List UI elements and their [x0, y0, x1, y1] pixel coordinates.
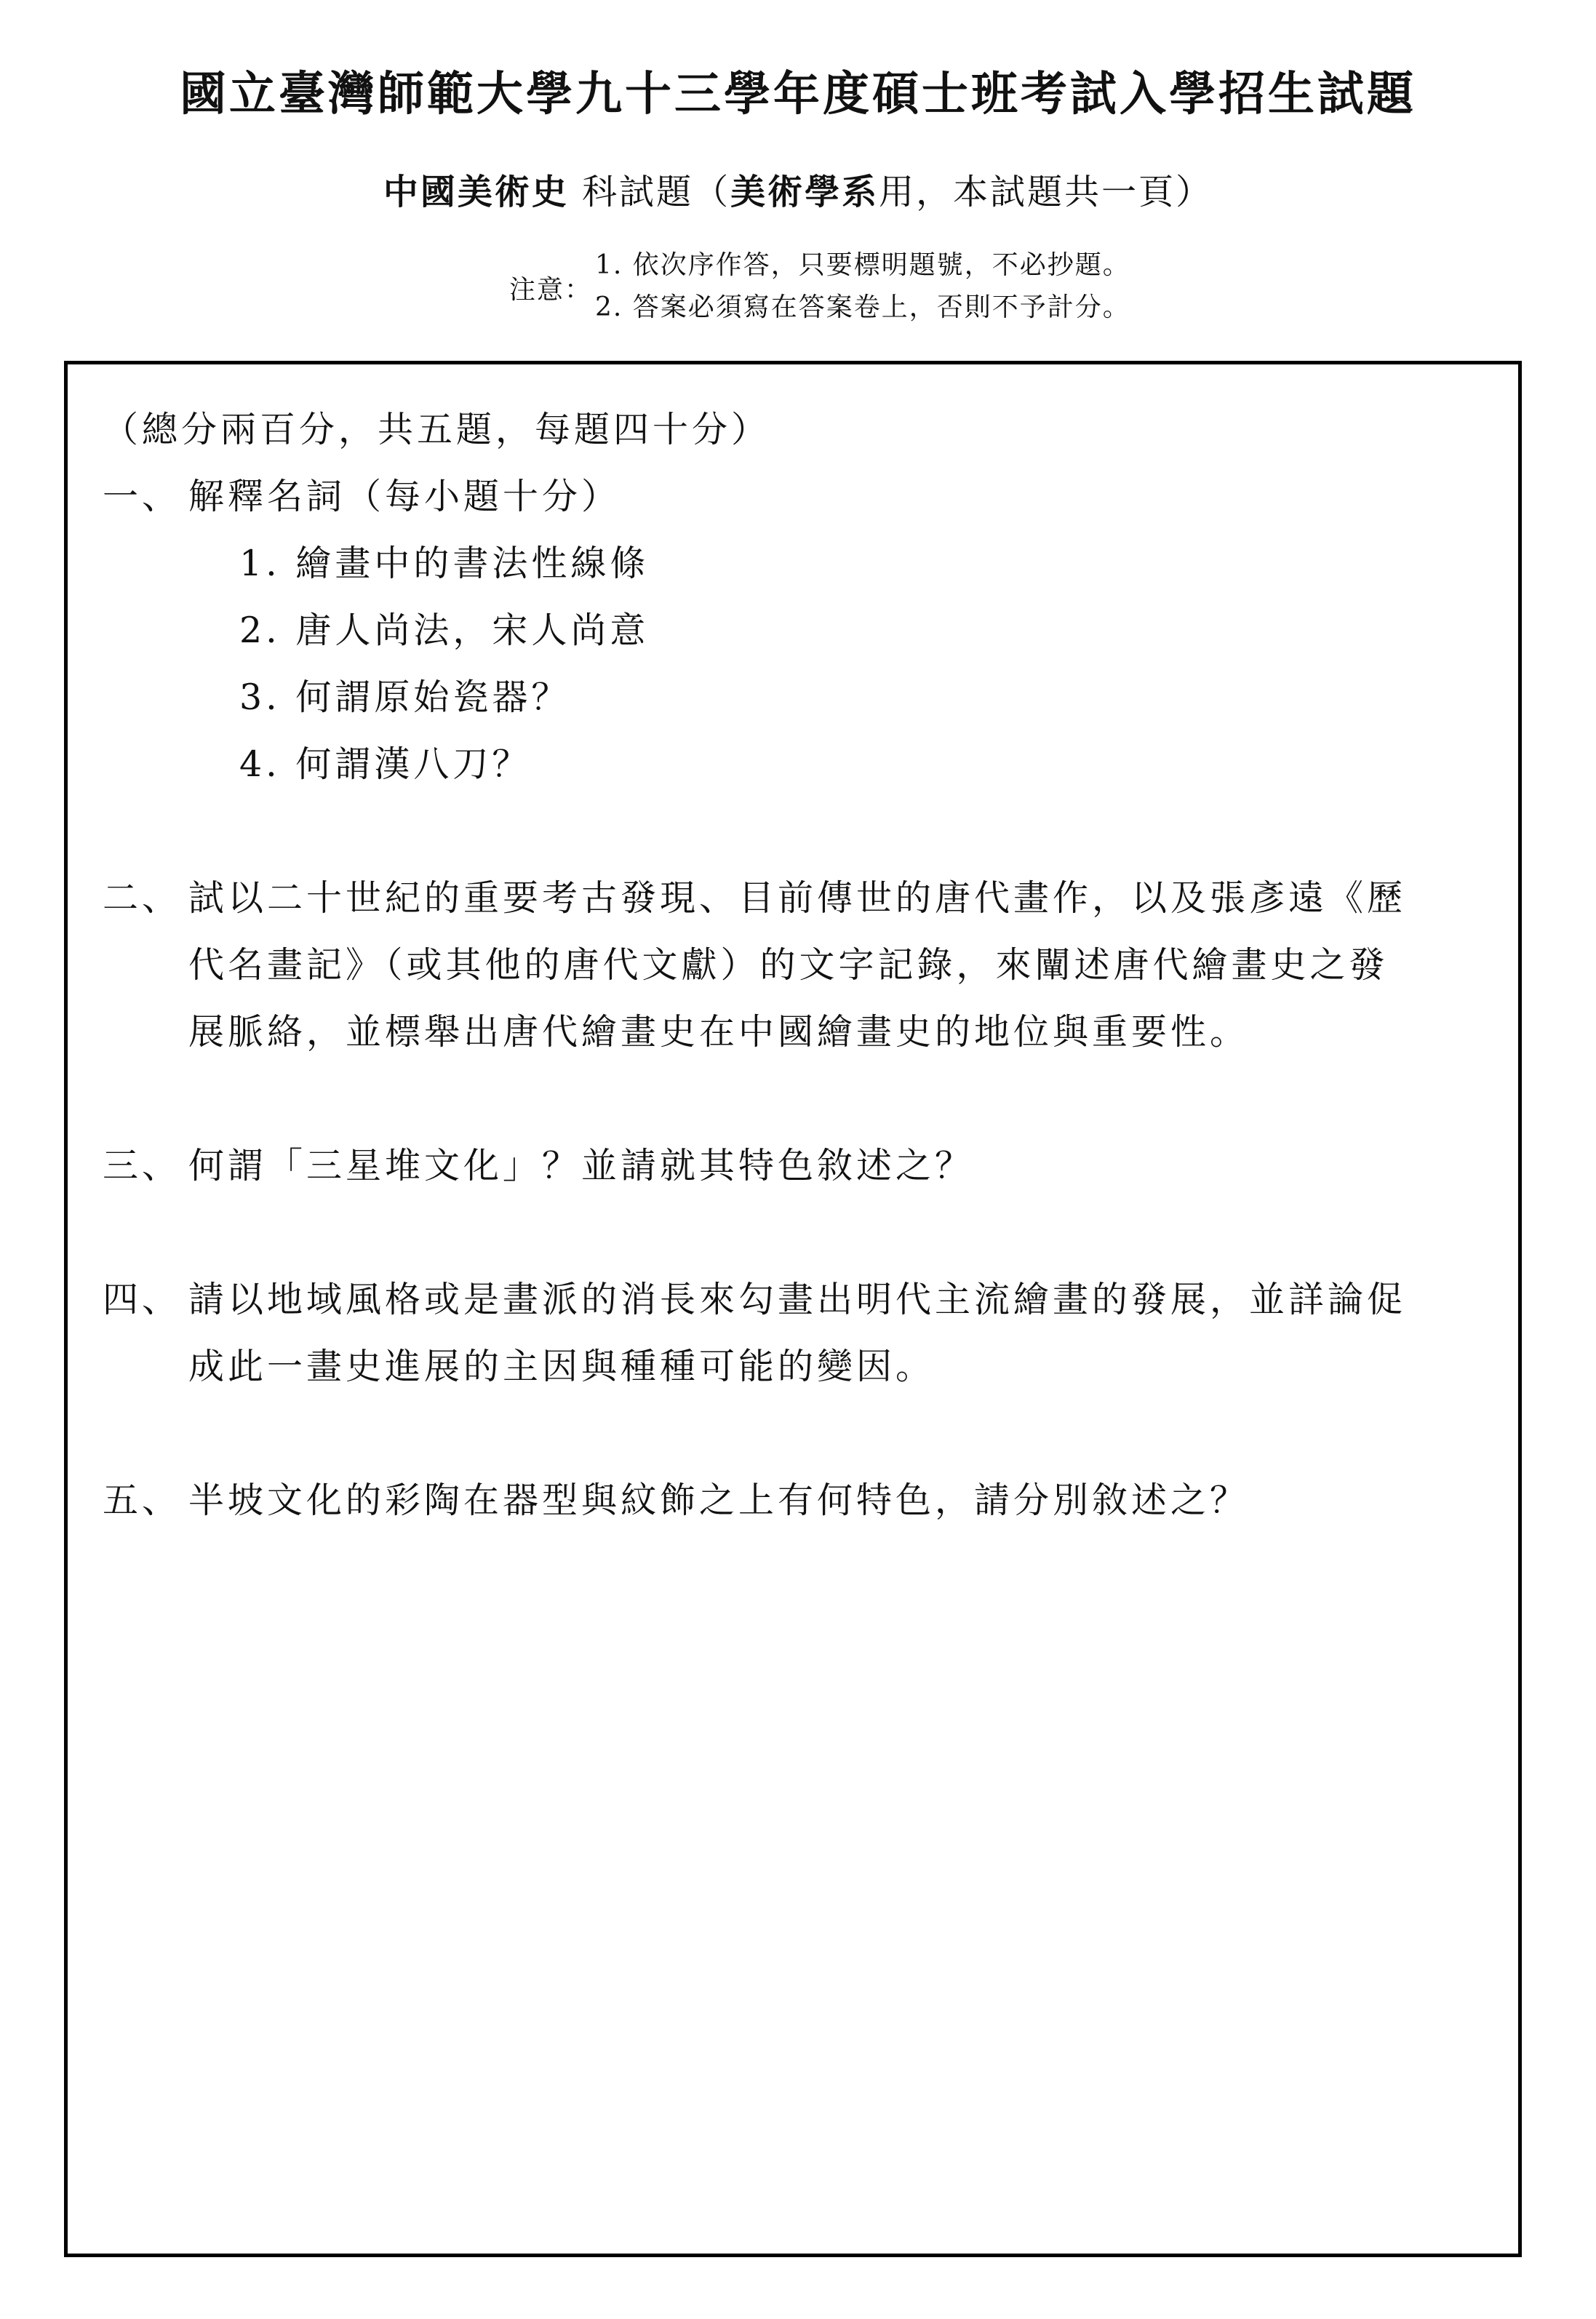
- subject-suffix: 科試題（: [568, 172, 731, 212]
- sub-question: 3. 何謂原始瓷器？: [239, 676, 571, 718]
- exam-title: 國立臺灣師範大學九十三學年度碩士班考試入學招生試題: [180, 68, 1416, 121]
- question-4: [103, 1266, 1499, 1333]
- question-text: 解釋名詞（每小題十分）: [188, 476, 621, 517]
- question-number: 二、: [103, 877, 182, 919]
- question-text: 半坡文化的彩陶在器型與紋飾之上有何特色，請分別敘述之？: [188, 1480, 1250, 1521]
- notice-items: [595, 244, 1130, 329]
- question-text-continued: 成此一畫史進展的主因與種種可能的變因。: [188, 1346, 935, 1387]
- sub-question: 4. 何謂漢八刀？: [239, 743, 532, 785]
- question-text-continued: 展脈絡，並標舉出唐代繪畫史在中國繪畫史的地位與重要性。: [188, 1011, 1250, 1053]
- subtitle-tail: 用，本試題共一頁）: [879, 172, 1213, 212]
- sub-question: 1. 繪畫中的書法性線條: [239, 543, 650, 584]
- total-score-note: （總分兩百分，共五題，每題四十分）: [103, 409, 771, 450]
- question-number: 五、: [103, 1480, 182, 1521]
- question-text-continued: 代名畫記》（或其他的唐代文獻）的文字記錄，來闡述唐代繪畫史之發: [188, 944, 1389, 986]
- question-text: 請以地域風格或是畫派的消長來勾畫出明代主流繪畫的發展，並詳論促: [188, 1279, 1407, 1320]
- question-box: [64, 361, 1522, 2257]
- subject-name: 中國美術史: [383, 172, 569, 212]
- notice-item: 2. 答案必須寫在答案卷上，否則不予計分。: [595, 292, 1130, 322]
- question-number: 三、: [103, 1145, 182, 1186]
- question-2: [103, 865, 1499, 932]
- question-3: [103, 1133, 1499, 1200]
- question-text: 何謂「三星堆文化」？並請就其特色敘述之？: [188, 1145, 975, 1186]
- question-number: 一、: [103, 476, 182, 517]
- notice-label: 注意：: [509, 275, 593, 305]
- question-content: [103, 396, 1499, 1534]
- question-number: 四、: [103, 1279, 182, 1320]
- question-text: 試以二十世紀的重要考古發現、目前傳世的唐代畫作，以及張彥遠《歷: [188, 877, 1407, 919]
- question-1: [103, 463, 1499, 530]
- exam-subtitle: [0, 164, 1596, 214]
- sub-question: 2. 唐人尚法，宋人尚意: [239, 610, 650, 651]
- question-5: [103, 1467, 1499, 1534]
- department-name: 美術學系: [730, 172, 879, 212]
- notice-item: 1. 依次序作答，只要標明題號，不必抄題。: [595, 250, 1130, 280]
